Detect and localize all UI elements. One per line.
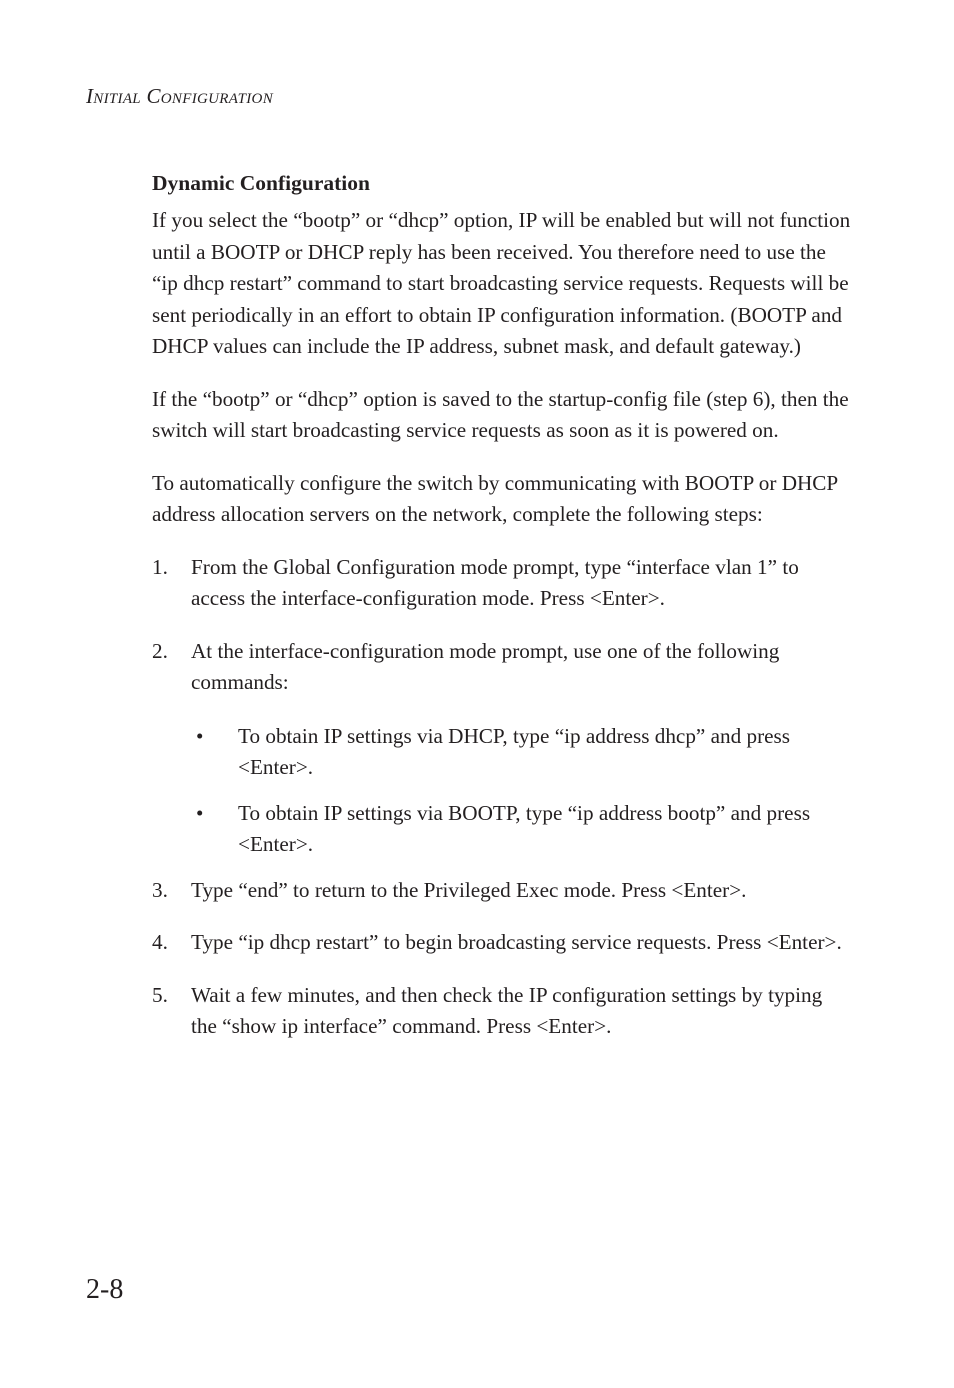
bullet-item (191, 798, 852, 861)
bullet-item (191, 721, 852, 784)
bullet-icon: • (196, 723, 204, 748)
step-text: Type “end” to return to the Privileged Exec mode. Press <Enter>. (191, 877, 747, 902)
step-text: From the Global Configuration mode prompt, type “interface vlan 1” to access the interface-configuration mode. Press <Enter>. (191, 554, 799, 610)
bullet-text: To obtain IP settings via BOOTP, type “ip address bootp” and press <Enter>. (238, 800, 811, 856)
paragraph: If the “bootp” or “dhcp” option is saved to the startup-config file (step 6), then the switch will start broadcasting service requests as soon as it is powered on. (152, 386, 849, 442)
page-number: 2-8 (86, 1274, 124, 1305)
step-item (152, 636, 852, 861)
step-item (152, 875, 852, 907)
step-number: 3. (152, 877, 168, 902)
main-content (152, 168, 852, 1064)
step-text: Wait a few minutes, and then check the IP configuration settings by typing the “show ip interface” command. Press <Enter>. (191, 982, 823, 1038)
paragraph: If you select the “bootp” or “dhcp” option, IP will be enabled but will not function until a BOOTP or DHCP reply has been received. You therefore need to use the “ip dhcp restart” command to start broadcasting service requests. Requests will be sent periodically in an effort to obtain IP configuration information. (BOOTP and DHCP values can include the IP address, subnet mask, and default gateway.) (152, 208, 851, 358)
section-heading: Dynamic Configuration (152, 171, 370, 195)
step-text: At the interface-configuration mode prompt, use one of the following commands: (191, 638, 780, 694)
step-number: 5. (152, 982, 168, 1007)
paragraph: To automatically configure the switch by communicating with BOOTP or DHCP address allocation servers on the network, complete the following steps: (152, 470, 838, 526)
bullet-icon: • (196, 800, 204, 825)
step-item (152, 980, 852, 1043)
running-header: Initial Configuration (86, 84, 273, 108)
step-item (152, 552, 852, 615)
step-number: 4. (152, 930, 168, 954)
step-number: 2. (152, 638, 168, 663)
step-item (152, 927, 852, 959)
step-text: Type “ip dhcp restart” to begin broadcasting service requests. Press <Enter>. (191, 930, 842, 954)
bullet-list (191, 721, 852, 861)
bullet-text: To obtain IP settings via DHCP, type “ip address dhcp” and press <Enter>. (238, 723, 791, 779)
step-number: 1. (152, 554, 168, 579)
